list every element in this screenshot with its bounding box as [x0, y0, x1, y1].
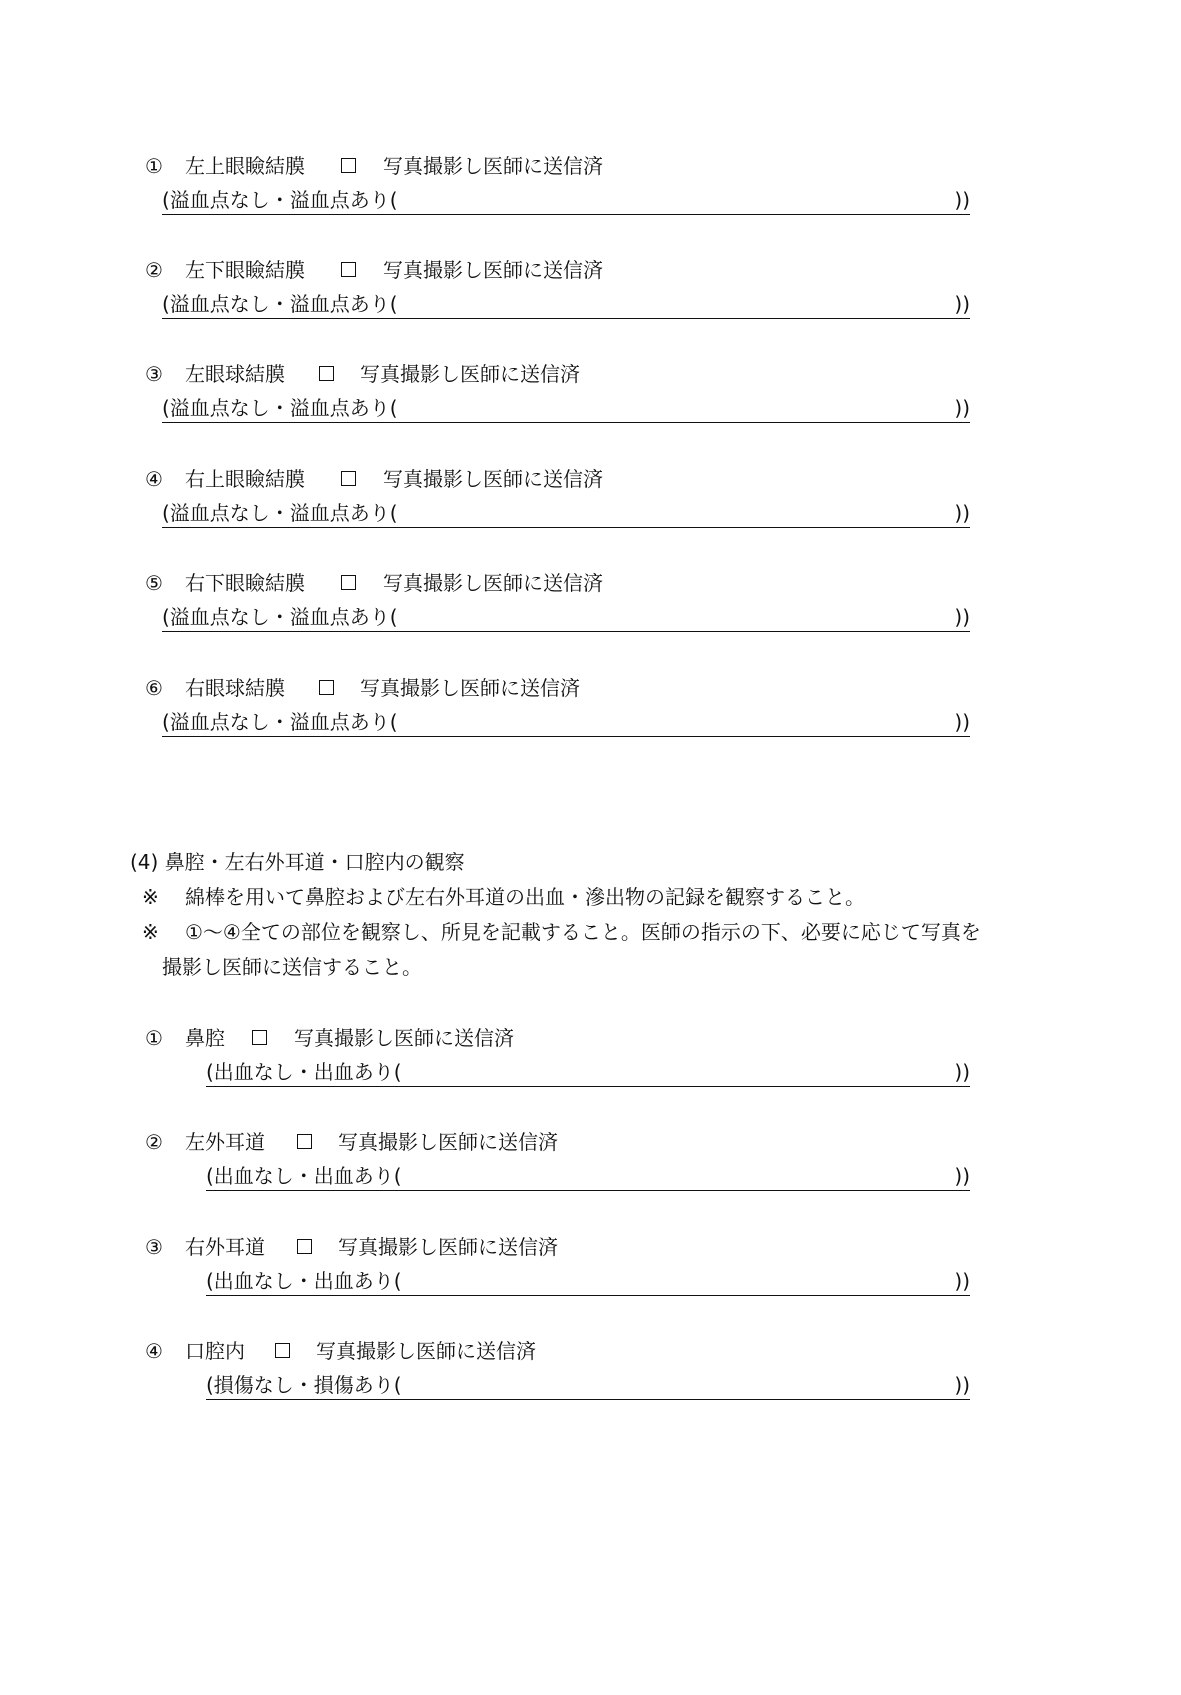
answer-close: )): [954, 292, 970, 316]
answer-line[interactable]: [206, 1162, 970, 1191]
answer-options: (溢血点なし・溢血点あり(: [162, 605, 398, 629]
section-title: (4) 鼻腔・左右外耳道・口腔内の観察: [130, 850, 465, 874]
obs-item-right-ear-canal: [0, 1233, 1181, 1303]
item-number: ④: [145, 467, 163, 491]
note-mark: ※: [142, 885, 159, 909]
item-number: ③: [145, 1235, 163, 1259]
answer-options: (損傷なし・損傷あり(: [206, 1373, 402, 1397]
eye-item-right-bulbar: [0, 674, 1181, 744]
item-label: 左下眼瞼結膜: [185, 258, 305, 282]
answer-line[interactable]: [162, 394, 970, 423]
item-number: ⑥: [145, 676, 163, 700]
answer-close: )): [954, 1373, 970, 1397]
answer-line[interactable]: [162, 186, 970, 215]
photo-sent-checkbox[interactable]: [341, 262, 356, 277]
answer-options: (出血なし・出血あり(: [206, 1060, 402, 1084]
answer-line[interactable]: [162, 708, 970, 737]
answer-options: (溢血点なし・溢血点あり(: [162, 501, 398, 525]
item-number: ④: [145, 1339, 163, 1363]
answer-close: )): [954, 188, 970, 212]
answer-options: (溢血点なし・溢血点あり(: [162, 292, 398, 316]
item-label: 右外耳道: [185, 1235, 265, 1259]
photo-sent-checkbox[interactable]: [297, 1134, 312, 1149]
answer-options: (溢血点なし・溢血点あり(: [162, 188, 398, 212]
eye-item-right-lower-eyelid: [0, 569, 1181, 639]
photo-sent-checkbox[interactable]: [341, 471, 356, 486]
checkbox-label: 写真撮影し医師に送信済: [338, 1130, 558, 1154]
eye-item-left-bulbar: [0, 360, 1181, 430]
photo-sent-checkbox[interactable]: [297, 1239, 312, 1254]
note-text: ①～④全ての部位を観察し、所見を記載すること。医師の指示の下、必要に応じて写真を: [185, 920, 981, 944]
checkbox-label: 写真撮影し医師に送信済: [360, 362, 580, 386]
answer-line[interactable]: [206, 1058, 970, 1087]
eye-item-right-upper-eyelid: [0, 465, 1181, 535]
photo-sent-checkbox[interactable]: [275, 1343, 290, 1358]
answer-close: )): [954, 396, 970, 420]
answer-close: )): [954, 501, 970, 525]
answer-line[interactable]: [206, 1267, 970, 1296]
item-label: 口腔内: [185, 1339, 245, 1363]
note-text: 綿棒を用いて鼻腔および左右外耳道の出血・滲出物の記録を観察すること。: [185, 885, 865, 909]
eye-item-left-lower-eyelid: [0, 256, 1181, 326]
answer-options: (溢血点なし・溢血点あり(: [162, 396, 398, 420]
item-label: 左眼球結膜: [185, 362, 285, 386]
checkbox-label: 写真撮影し医師に送信済: [316, 1339, 536, 1363]
checkbox-label: 写真撮影し医師に送信済: [383, 571, 603, 595]
photo-sent-checkbox[interactable]: [319, 680, 334, 695]
item-number: ②: [145, 258, 163, 282]
answer-options: (出血なし・出血あり(: [206, 1164, 402, 1188]
answer-close: )): [954, 1269, 970, 1293]
answer-close: )): [954, 1164, 970, 1188]
item-number: ⑤: [145, 571, 163, 595]
obs-item-oral-cavity: [0, 1337, 1181, 1407]
answer-options: (出血なし・出血あり(: [206, 1269, 402, 1293]
answer-close: )): [954, 1060, 970, 1084]
answer-close: )): [954, 710, 970, 734]
checkbox-label: 写真撮影し医師に送信済: [383, 154, 603, 178]
item-label: 右眼球結膜: [185, 676, 285, 700]
checkbox-label: 写真撮影し医師に送信済: [360, 676, 580, 700]
answer-line[interactable]: [162, 290, 970, 319]
item-number: ③: [145, 362, 163, 386]
item-number: ②: [145, 1130, 163, 1154]
photo-sent-checkbox[interactable]: [341, 158, 356, 173]
item-label: 右上眼瞼結膜: [185, 467, 305, 491]
photo-sent-checkbox[interactable]: [252, 1030, 267, 1045]
answer-close: )): [954, 605, 970, 629]
checkbox-label: 写真撮影し医師に送信済: [383, 258, 603, 282]
item-label: 鼻腔: [185, 1026, 225, 1050]
item-label: 右下眼瞼結膜: [185, 571, 305, 595]
answer-options: (溢血点なし・溢血点あり(: [162, 710, 398, 734]
item-number: ①: [145, 1026, 163, 1050]
checkbox-label: 写真撮影し医師に送信済: [338, 1235, 558, 1259]
answer-line[interactable]: [162, 603, 970, 632]
eye-item-left-upper-eyelid: [0, 152, 1181, 222]
item-number: ①: [145, 154, 163, 178]
photo-sent-checkbox[interactable]: [319, 366, 334, 381]
checkbox-label: 写真撮影し医師に送信済: [294, 1026, 514, 1050]
obs-item-left-ear-canal: [0, 1128, 1181, 1198]
answer-line[interactable]: [162, 499, 970, 528]
note-text: 撮影し医師に送信すること。: [162, 955, 422, 979]
obs-item-nasal-cavity: [0, 1024, 1181, 1094]
note-mark: ※: [142, 920, 159, 944]
item-label: 左上眼瞼結膜: [185, 154, 305, 178]
photo-sent-checkbox[interactable]: [341, 575, 356, 590]
answer-line[interactable]: [206, 1371, 970, 1400]
checkbox-label: 写真撮影し医師に送信済: [383, 467, 603, 491]
item-label: 左外耳道: [185, 1130, 265, 1154]
